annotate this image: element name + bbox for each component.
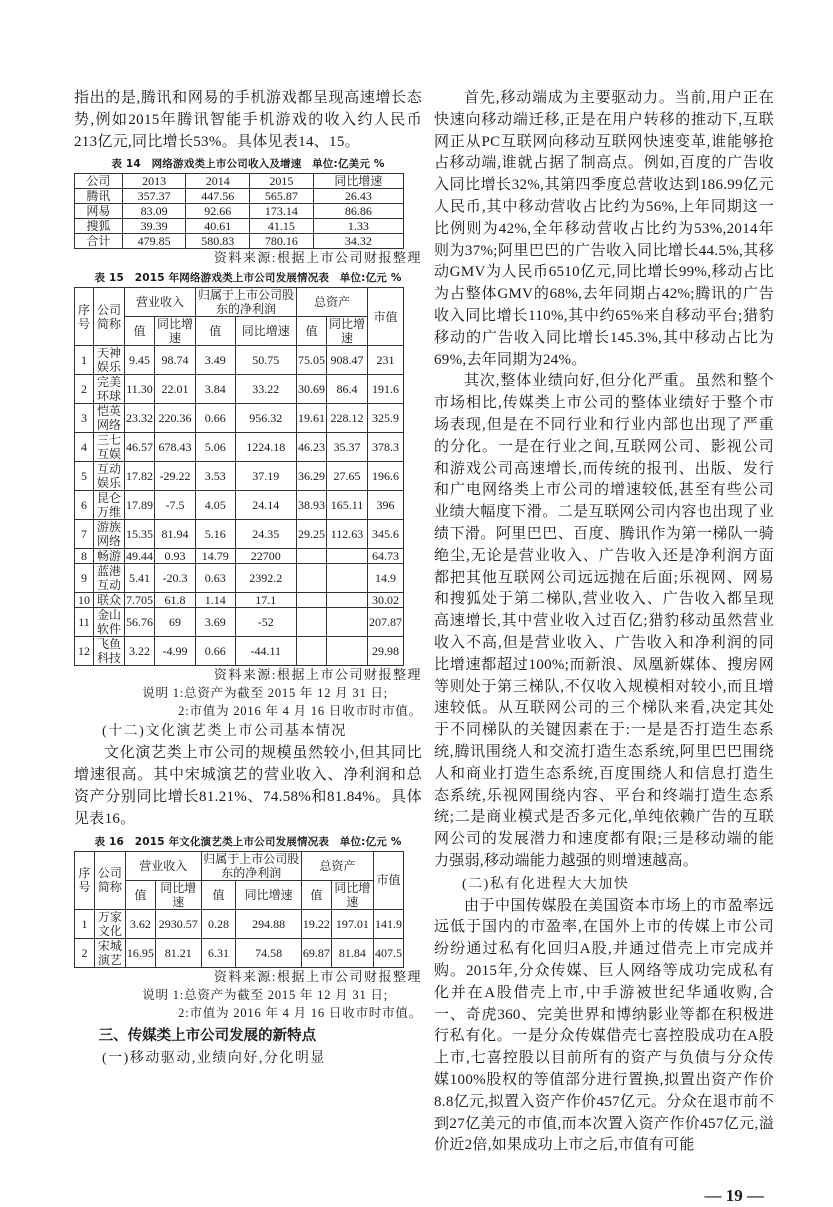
table-cell: 营业收入 xyxy=(125,288,196,317)
table14-source: 资料来源:根据上市公司财报整理 xyxy=(213,250,422,266)
table-cell: 30.69 xyxy=(296,375,326,404)
table-cell: -52 xyxy=(235,608,296,637)
table-cell: 营业收入 xyxy=(125,851,201,880)
table-cell: 0.93 xyxy=(155,549,196,564)
table-row xyxy=(75,909,404,938)
table-cell: 37.19 xyxy=(235,462,296,491)
table-cell: 同比增速 xyxy=(235,317,296,346)
table-cell: 15.35 xyxy=(125,520,155,549)
table-cell: 值 xyxy=(296,317,326,346)
table-cell: 780.16 xyxy=(250,234,314,249)
table-cell: 112.63 xyxy=(326,520,367,549)
table-cell: 飞鱼科技 xyxy=(94,637,125,666)
table-cell: 搜狐 xyxy=(75,219,123,234)
table-cell: 81.94 xyxy=(155,520,196,549)
table-cell: 40.61 xyxy=(186,219,250,234)
table-cell: 公司简称 xyxy=(94,288,125,346)
table-cell: 407.5 xyxy=(373,938,403,967)
table-cell: 50.75 xyxy=(235,346,296,375)
table-cell: 11.30 xyxy=(125,375,155,404)
table-cell: 580.83 xyxy=(186,234,250,249)
table-cell: 合计 xyxy=(75,234,123,249)
table-cell: 19.22 xyxy=(301,909,331,938)
table-cell: 6 xyxy=(75,491,94,520)
table-cell: 3.84 xyxy=(196,375,236,404)
left-column xyxy=(74,88,422,1070)
table-cell: 908.47 xyxy=(326,346,367,375)
table15-note1: 说明 1:总资产为截至 2015 年 12 月 31 日; xyxy=(142,686,388,701)
table-header-row xyxy=(75,288,404,317)
table16-note1: 说明 1:总资产为截至 2015 年 12 月 31 日; xyxy=(142,987,388,1002)
table-cell: 3.22 xyxy=(125,637,155,666)
table-row xyxy=(75,433,404,462)
table-cell: 69.87 xyxy=(301,938,331,967)
table-row xyxy=(75,375,404,404)
table-cell xyxy=(296,637,326,666)
table-cell: 同比增速 xyxy=(236,880,301,909)
table-cell: 19.61 xyxy=(296,404,326,433)
table-cell: 10 xyxy=(75,593,94,608)
table-cell: 81.84 xyxy=(331,938,373,967)
table-cell: 38.93 xyxy=(296,491,326,520)
table-cell: 3.53 xyxy=(196,462,236,491)
table-cell: 22700 xyxy=(235,549,296,564)
table-cell xyxy=(296,564,326,593)
table16-caption: 表 16 2015 年文化演艺类上市公司发展情况表 单位:亿元 % xyxy=(94,835,402,848)
table-cell: 34.32 xyxy=(313,234,403,249)
table-cell: 64.73 xyxy=(367,549,403,564)
table-cell: 完美环球 xyxy=(94,375,125,404)
table-cell: 69 xyxy=(155,608,196,637)
table-cell: 39.39 xyxy=(122,219,186,234)
table-cell: 公司简称 xyxy=(94,851,125,909)
table-cell: 7 xyxy=(75,520,94,549)
table-cell: 98.74 xyxy=(155,346,196,375)
table-cell: 值 xyxy=(301,880,331,909)
table-row xyxy=(75,637,404,666)
table-cell: 49.44 xyxy=(126,549,153,564)
section12-heading: (十二)文化演艺类上市公司基本情况 xyxy=(102,724,347,740)
table-cell: 30.02 xyxy=(367,593,403,608)
table-cell: 1 xyxy=(75,346,94,375)
table-cell: 81.21 xyxy=(155,938,201,967)
table-cell: 26.43 xyxy=(313,189,403,204)
table-cell: 956.32 xyxy=(235,404,296,433)
table-cell: 35.37 xyxy=(326,433,367,462)
table-cell: 5.06 xyxy=(196,433,236,462)
table-cell: 7.705 xyxy=(126,593,153,608)
table-cell: 36.29 xyxy=(296,462,326,491)
table15-source: 资料来源:根据上市公司财报整理 xyxy=(213,667,422,683)
table-row xyxy=(75,189,404,204)
table-cell: 3.69 xyxy=(196,608,236,637)
table-cell: 46.23 xyxy=(296,433,326,462)
table-cell: 互动娱乐 xyxy=(94,462,125,491)
table-cell: 5 xyxy=(75,462,94,491)
table-cell: 0.66 xyxy=(196,637,236,666)
table-cell: 4.05 xyxy=(196,491,236,520)
table-cell: 网易 xyxy=(75,204,123,219)
table-cell: 173.14 xyxy=(250,204,314,219)
section-privatization-heading: (二)私有化进程大大加快 xyxy=(462,876,630,892)
table-header-row xyxy=(75,317,404,346)
table-cell: 16.95 xyxy=(125,938,155,967)
table-row xyxy=(75,346,404,375)
table-cell: 恺英网络 xyxy=(94,404,125,433)
table-cell: 2930.57 xyxy=(155,909,201,938)
table16-source: 资料来源:根据上市公司财报整理 xyxy=(213,968,422,984)
table-cell: 8 xyxy=(75,549,94,564)
table-cell: 29.25 xyxy=(296,520,326,549)
table-cell: 金山软件 xyxy=(94,608,125,637)
table-cell: 27.65 xyxy=(326,462,367,491)
table-cell: 2 xyxy=(75,375,94,404)
intro-paragraph: 指出的是,腾讯和网易的手机游戏都呈现高速增长态势,例如2015年腾讯智能手机游戏的收入约人民币213亿元,同比增长53%。具体见表14、15。 xyxy=(74,90,422,150)
table-cell: -20.3 xyxy=(155,564,196,593)
table-cell: 191.6 xyxy=(367,375,403,404)
table-cell xyxy=(326,608,367,637)
table-cell: 宋城演艺 xyxy=(94,938,125,967)
table-cell: 17.82 xyxy=(125,462,155,491)
table-cell: 678.43 xyxy=(155,433,196,462)
table-cell: 3.49 xyxy=(196,346,236,375)
table-cell: 归属于上市公司股东的净利润 xyxy=(201,851,301,880)
table-cell: 56.76 xyxy=(125,608,155,637)
table-cell: -4.99 xyxy=(155,637,196,666)
table-cell: -29.22 xyxy=(155,462,196,491)
table-cell: 207.87 xyxy=(367,608,403,637)
table-cell: 11 xyxy=(75,608,94,637)
table-cell: 游族网络 xyxy=(94,520,125,549)
table-cell: 归属于上市公司股东的净利润 xyxy=(196,288,297,317)
table-cell: 24.14 xyxy=(235,491,296,520)
table-cell: 3 xyxy=(75,404,94,433)
table-cell: 万家文化 xyxy=(94,909,125,938)
table-cell: 5.41 xyxy=(125,564,155,593)
table-cell: 序号 xyxy=(75,288,94,346)
table-cell: 同比增速 xyxy=(331,880,373,909)
table-cell: 1224.18 xyxy=(235,433,296,462)
table-row xyxy=(75,404,404,433)
table-cell xyxy=(326,549,367,564)
table-cell: 357.37 xyxy=(122,189,186,204)
table-row xyxy=(75,520,404,549)
table-cell: 市值 xyxy=(373,851,403,909)
table-row xyxy=(75,219,404,234)
table-cell: 29.98 xyxy=(367,637,403,666)
table-cell: 565.87 xyxy=(250,189,314,204)
table-cell: 325.9 xyxy=(367,404,403,433)
table-cell: 3.62 xyxy=(125,909,155,938)
table-cell xyxy=(326,593,367,608)
section3-heading: 三、传媒类上市公司发展的新特点 xyxy=(98,1027,317,1044)
table-cell: 86.86 xyxy=(313,204,403,219)
table-cell: 33.22 xyxy=(235,375,296,404)
table-cell: 2014 xyxy=(186,174,250,189)
table-cell: 6.31 xyxy=(201,938,236,967)
table-cell xyxy=(326,637,367,666)
table-cell: 220.36 xyxy=(155,404,196,433)
table-row xyxy=(75,234,404,249)
table-cell: 9 xyxy=(75,564,94,593)
table15 xyxy=(74,287,404,666)
table-header-row xyxy=(75,174,404,189)
table-cell: 17.1 xyxy=(235,593,296,608)
table-row xyxy=(75,608,404,637)
table-cell: 值 xyxy=(125,317,155,346)
table-cell: 231 xyxy=(367,346,403,375)
table-cell: 228.12 xyxy=(326,404,367,433)
table-cell: 165.11 xyxy=(326,491,367,520)
table-cell: 9.45 xyxy=(125,346,155,375)
table-cell: 17.89 xyxy=(125,491,155,520)
table-cell: 同比增速 xyxy=(155,317,196,346)
table-cell: 345.6 xyxy=(367,520,403,549)
table-cell: 值 xyxy=(201,880,236,909)
table14 xyxy=(74,173,404,249)
table16 xyxy=(74,851,404,968)
table-cell: 2015 xyxy=(250,174,314,189)
table-cell: 0.63 xyxy=(196,564,236,593)
table-cell: 92.66 xyxy=(186,204,250,219)
table-cell: 479.85 xyxy=(122,234,186,249)
table-cell: 61.8 xyxy=(155,593,196,608)
table-cell: 46.57 xyxy=(125,433,155,462)
table-row xyxy=(75,491,404,520)
table-cell: 41.15 xyxy=(250,219,314,234)
table-row xyxy=(75,593,404,608)
table-cell: 396 xyxy=(367,491,403,520)
table-row xyxy=(75,204,404,219)
paragraph-performance: 其次,整体业绩向好,但分化严重。虽然和整个市场相比,传媒类上市公司的整体业绩好于整个市场表现,但是在不同行业和行业内部也出现了严重的分化。一是在行业之间,互联网公司、影视公司和游戏公司高速增长,而传统的报刊、出版、发行和广电网络类上市公司的增速较低,甚至有些公司业绩大幅度下滑。二是互联网公司内容也出现了业绩下滑。阿里巴巴、百度、腾讯作为第一梯队一骑绝尘,无论是营业收入、广告收入还是净利润方面都把其他互联网公司远远抛在后面;乐视网、网易和搜狐处于第二梯队,营业收入、广告收入都呈现高速增长,其中营业收入过百亿;猎豹移动虽然营业收入不高,但是营业收入、广告收入和净利润的同比增速都超过100%;而新浪、凤凰新媒体、搜房网等则处于第三梯队,不仅收入规模相对较小,而且增速较低。从互联网公司的三个梯队来看,决定其处于不同梯队的关键因素在于:一是是否打造生态系统,腾讯围绕人和交流打造生态系统,阿里巴巴围绕人和商业打造生态系统,百度围绕人和信息打造生态系统,乐视网围绕内容、平台和终端打造生态系统;二是商业模式是否多元化,单纯依赖广告的互联网公司的发展潜力和速度都有限;三是移动端的能力强弱,移动端能力越强的则增速越高。 xyxy=(434,373,774,869)
right-column xyxy=(434,88,774,1207)
table-cell: 昆仑万维 xyxy=(94,491,125,520)
table-cell: 公司 xyxy=(75,174,123,189)
table-cell: 值 xyxy=(125,880,155,909)
table-cell xyxy=(326,564,367,593)
table-cell: 83.09 xyxy=(122,204,186,219)
table-cell: 75.05 xyxy=(296,346,326,375)
table-cell: 值 xyxy=(196,317,236,346)
table-cell: 14.79 xyxy=(196,549,236,564)
table-cell: -7.5 xyxy=(155,491,196,520)
paragraph-mobile-driver: 首先,移动端成为主要驱动力。当前,用户正在快速向移动端迁移,正是在用户转移的推动下,互联网正从PC互联网向移动互联网快速变革,谁能够抢占移动端,谁就占据了制高点。例如,百度的广告收入同比增长32%,其第四季度总营收达到186.99亿元人民币,其中移动营收占比约为56%,上年同期这一比例则为42%,全年移动营收占比约为53%,2014年则为37%;阿里巴巴的广告收入同比增长44.5%,其移动GMV为人民币6510亿元,同比增长99%,移动占比为占整体GMV的68%,去年同期占42%;腾讯的广告收入同比增长110%,其中约65%来自移动平台;猎豹移动的广告收入同比增长145.3%,其中移动占比为69%,去年同期为24%。 xyxy=(434,90,774,368)
table-cell: 市值 xyxy=(367,288,403,346)
table-cell: 196.6 xyxy=(367,462,403,491)
table15-note2: 2:市值为 2016 年 4 月 16 日收市时市值。 xyxy=(178,704,422,719)
table-row xyxy=(75,938,404,967)
table-cell: 三七互娱 xyxy=(94,433,125,462)
table-cell: 畅游 xyxy=(94,549,125,564)
table-row xyxy=(75,549,404,564)
table-cell: -44.11 xyxy=(235,637,296,666)
table-cell: 378.3 xyxy=(367,433,403,462)
table-cell: 联众 xyxy=(94,593,125,608)
table-cell: 2 xyxy=(75,938,95,967)
paragraph-privatization: 由于中国传媒股在美国资本市场上的市盈率远远低于国内的市盈率,在国外上市的传媒上市公司纷纷通过私有化回归A股,并通过借壳上市完成并购。2015年,分众传媒、巨人网络等成功完成私有化并在A股借壳上市,中手游被世纪华通收购,合一、奇虎360、完美世界和博纳影业等都在积极进行私有化。一是分众传媒借壳七喜控股成功在A股上市,七喜控股以目前所有的资产与负债与分众传媒100%股权的等值部分进行置换,拟置出资产作价8.8亿元,拟置入资产作价457亿元。分众在退市前不到27亿美元的市值,而本次置入资产作价457亿元,溢价近2倍,如果成功上市之后,市值有可能 xyxy=(434,897,774,1154)
table-cell: 同比增速 xyxy=(313,174,403,189)
table-cell: 86.4 xyxy=(326,375,367,404)
table-cell: 序号 xyxy=(75,851,95,909)
table-cell: 12 xyxy=(75,637,94,666)
table-cell xyxy=(296,593,326,608)
table-cell: 447.56 xyxy=(186,189,250,204)
table-cell: 2013 xyxy=(122,174,186,189)
table14-caption: 表 14 网络游戏类上市公司收入及增速 单位:亿美元 % xyxy=(111,158,385,171)
table-cell: 0.66 xyxy=(196,404,236,433)
table-row xyxy=(75,462,404,491)
table-row xyxy=(75,564,404,593)
table-cell: 14.9 xyxy=(367,564,403,593)
table-cell: 141.9 xyxy=(373,909,403,938)
table-cell: 294.88 xyxy=(236,909,301,938)
table-cell: 同比增速 xyxy=(155,880,201,909)
table-cell: 24.35 xyxy=(235,520,296,549)
table-cell: 总资产 xyxy=(301,851,373,880)
section12-paragraph: 文化演艺类上市公司的规模虽然较小,但其同比增速很高。其中宋城演艺的营业收入、净利润和总资产分别同比增长81.21%、74.58%和81.84%。具体见表16。 xyxy=(74,745,422,827)
section3-subheading: (一)移动驱动,业绩向好,分化明显 xyxy=(102,1050,326,1066)
table-cell: 22.01 xyxy=(155,375,196,404)
table-cell: 同比增速 xyxy=(326,317,367,346)
table-cell: 总资产 xyxy=(296,288,367,317)
table-cell xyxy=(296,549,326,564)
table-cell: 腾讯 xyxy=(75,189,123,204)
table-cell: 74.58 xyxy=(236,938,301,967)
table-cell: 4 xyxy=(75,433,94,462)
table-cell: 1 xyxy=(75,909,95,938)
table-cell: 1.33 xyxy=(313,219,403,234)
table-cell: 0.28 xyxy=(201,909,236,938)
table16-note2: 2:市值为 2016 年 4 月 16 日收市时市值。 xyxy=(178,1005,422,1020)
table-cell: 23.32 xyxy=(125,404,155,433)
table-cell: 197.01 xyxy=(331,909,373,938)
table-cell: 5.16 xyxy=(196,520,236,549)
table-cell: 1.14 xyxy=(196,593,236,608)
table-header-row xyxy=(75,851,404,880)
table-cell xyxy=(296,608,326,637)
table15-caption: 表 15 2015 年网络游戏类上市公司发展情况表 单位:亿元 % xyxy=(94,272,402,285)
table-cell: 天神娱乐 xyxy=(94,346,125,375)
table-cell: 2392.2 xyxy=(235,564,296,593)
page-number: — 19 — xyxy=(704,1186,764,1206)
table-cell: 蓝港互动 xyxy=(94,564,125,593)
